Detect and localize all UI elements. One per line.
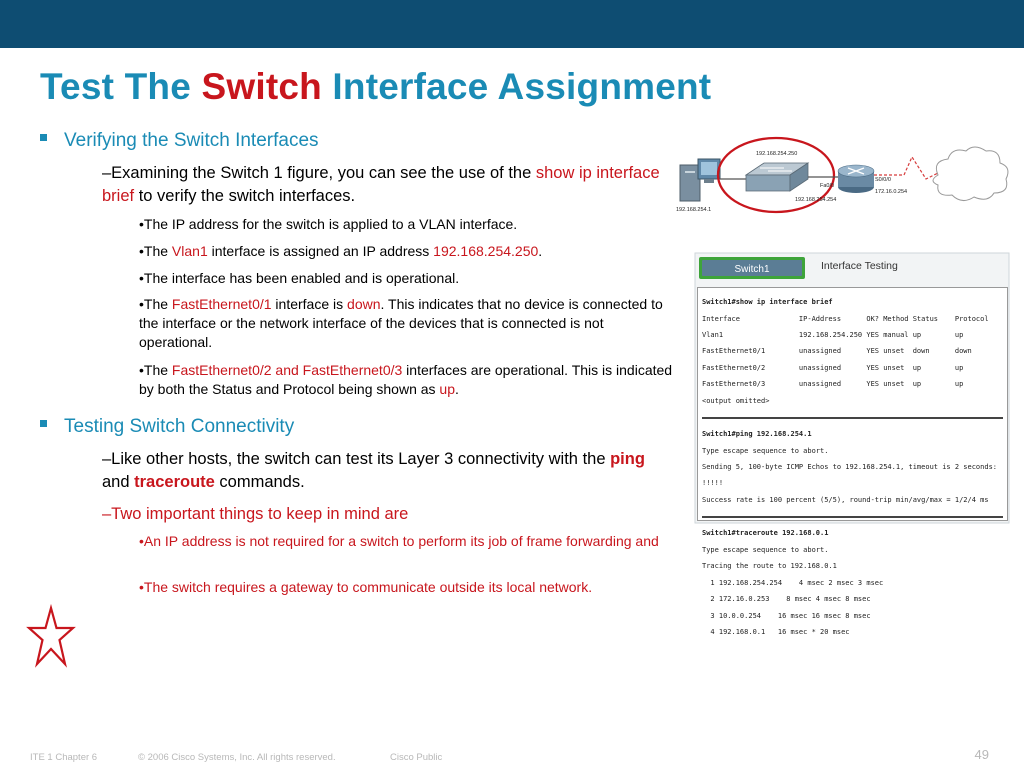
terminal-line: 1 192.168.254.254 4 msec 2 msec 3 msec xyxy=(702,578,884,587)
switch-ip-label: 192.168.254.250 xyxy=(756,151,798,157)
text-run: interface is assigned an IP address xyxy=(207,243,434,259)
section1-bullet-1: •The IP address for the switch is applied to a VLAN interface. xyxy=(139,216,518,232)
section2-bullet-2: •The switch requires a gateway to communicate outside its local network. xyxy=(139,579,593,595)
terminal-line: 3 10.0.0.254 16 msec 16 msec 8 msec xyxy=(702,611,871,620)
terminal-line: Tracing the route to 192.168.0.1 xyxy=(702,562,837,571)
section1-heading-text: Verifying the Switch Interfaces xyxy=(64,130,319,151)
router-fa-ip-label: 192.168.254.254 xyxy=(795,197,837,203)
section1-bullet-3: •The interface has been enabled and is operational. xyxy=(139,270,460,286)
text-run: to verify the switch interfaces. xyxy=(134,187,356,205)
traceroute-keyword: traceroute xyxy=(134,473,215,491)
terminal-line: Sending 5, 100-byte ICMP Echos to 192.168.254.1, timeout is 2 seconds: xyxy=(702,463,998,472)
text-run: and xyxy=(102,473,135,491)
section2-heading xyxy=(40,416,294,438)
terminal-line: FastEthernet0/2 unassigned YES unset up up xyxy=(702,363,964,372)
switch-ip-text: 192.168.254.250 xyxy=(433,243,539,259)
fa02-fa03-label: FastEthernet0/2 and FastEthernet0/3 xyxy=(171,362,403,378)
terminal-line: !!!!! xyxy=(702,479,724,488)
footer-copyright: © 2006 Cisco Systems, Inc. All rights reserved. xyxy=(138,752,336,763)
section1-bullet-5 xyxy=(139,361,679,399)
text-run: . xyxy=(538,243,543,259)
network-topology-diagram xyxy=(676,135,1016,235)
terminal-line: Switch1#traceroute 192.168.0.1 xyxy=(702,529,829,538)
section1-paragraph xyxy=(102,162,677,208)
header-bar xyxy=(0,0,1024,48)
terminal-separator xyxy=(702,414,1003,419)
switch1-tab-label: Switch1 xyxy=(734,264,770,275)
title-part2: Interface Assignment xyxy=(321,66,712,107)
terminal-line: Vlan1 192.168.254.250 YES manual up up xyxy=(702,331,964,340)
serial-link xyxy=(874,157,938,179)
terminal-separator xyxy=(702,513,1003,518)
footer-classification: Cisco Public xyxy=(390,752,443,763)
title-accent: Switch xyxy=(201,66,322,107)
text-run: . xyxy=(455,381,459,397)
square-bullet-icon xyxy=(40,420,47,427)
terminal-line: Switch1#ping 192.168.254.1 xyxy=(702,430,812,439)
text-run: •The xyxy=(139,296,172,312)
page-number: 49 xyxy=(974,747,989,762)
terminal-line: <output omitted> xyxy=(702,396,770,405)
switch-icon xyxy=(746,163,808,191)
router-icon xyxy=(838,165,874,193)
ping-keyword: ping xyxy=(610,450,645,468)
terminal-line: 2 172.16.0.253 8 msec 4 msec 8 msec xyxy=(702,595,871,604)
router-s-ip-label: 172.16.0.254 xyxy=(875,189,908,195)
terminal-line: Type escape sequence to abort. xyxy=(702,446,829,455)
text-run: interfaces are operational. This is indicated by both the Status and Protocol being shown as xyxy=(139,362,673,397)
text-run: •The xyxy=(139,362,172,378)
star-icon xyxy=(27,604,75,668)
text-run: . This indicates that no device is connected to the interface or the network interface of the devices that is connected is not operational. xyxy=(139,296,663,350)
text-run: commands. xyxy=(214,473,305,491)
section2-bullet-1: •An IP address is not required for a switch to perform its job of frame forwarding and xyxy=(139,533,659,549)
text-run: interface is xyxy=(271,296,348,312)
pc-icon xyxy=(680,159,720,201)
terminal-line: FastEthernet0/3 unassigned YES unset up up xyxy=(702,380,964,389)
section1-heading xyxy=(40,130,319,152)
terminal-line: Type escape sequence to abort. xyxy=(702,545,829,554)
section1-bullet-4 xyxy=(139,295,679,352)
panel-title: Interface Testing xyxy=(821,260,898,272)
up-label: up xyxy=(439,381,455,397)
fa0-label: Fa0/0 xyxy=(820,183,835,189)
terminal-line: FastEthernet0/1 unassigned YES unset down down xyxy=(702,347,972,356)
section2-paragraph-2: –Two important things to keep in mind are xyxy=(102,505,409,523)
square-bullet-icon xyxy=(40,134,47,141)
section2-paragraph xyxy=(102,448,677,494)
fa01-label: FastEthernet0/1 xyxy=(171,296,272,312)
text-run: •The xyxy=(139,243,172,259)
cloud-icon xyxy=(933,147,1008,201)
footer-course: ITE 1 Chapter 6 xyxy=(30,752,98,763)
section1-bullet-2 xyxy=(139,242,679,261)
text-run: –Like other hosts, the switch can test its Layer 3 connectivity with the xyxy=(102,450,611,468)
pc-ip-label: 192.168.254.1 xyxy=(676,207,712,213)
terminal-line: Interface IP-Address OK? Method Status Protocol xyxy=(702,314,989,323)
terminal-line: Switch1#show ip interface brief xyxy=(702,298,833,307)
down-label: down xyxy=(347,296,381,312)
s0-label: S0/0/0 xyxy=(875,177,891,183)
terminal-line: Success rate is 100 percent (5/5), round-trip min/avg/max = 1/2/4 ms xyxy=(702,495,989,504)
section2-heading-text: Testing Switch Connectivity xyxy=(64,416,295,437)
terminal-output xyxy=(697,287,1008,636)
title-part1: Test The xyxy=(40,66,202,107)
command-show-ip-interface-brief: show ip interface brief xyxy=(102,164,660,205)
vlan1-label: Vlan1 xyxy=(171,243,208,259)
text-run: –Examining the Switch 1 figure, you can see the use of the xyxy=(102,164,536,182)
slide-title xyxy=(40,66,711,108)
terminal-line: 4 192.168.0.1 16 msec * 20 msec xyxy=(702,627,850,636)
